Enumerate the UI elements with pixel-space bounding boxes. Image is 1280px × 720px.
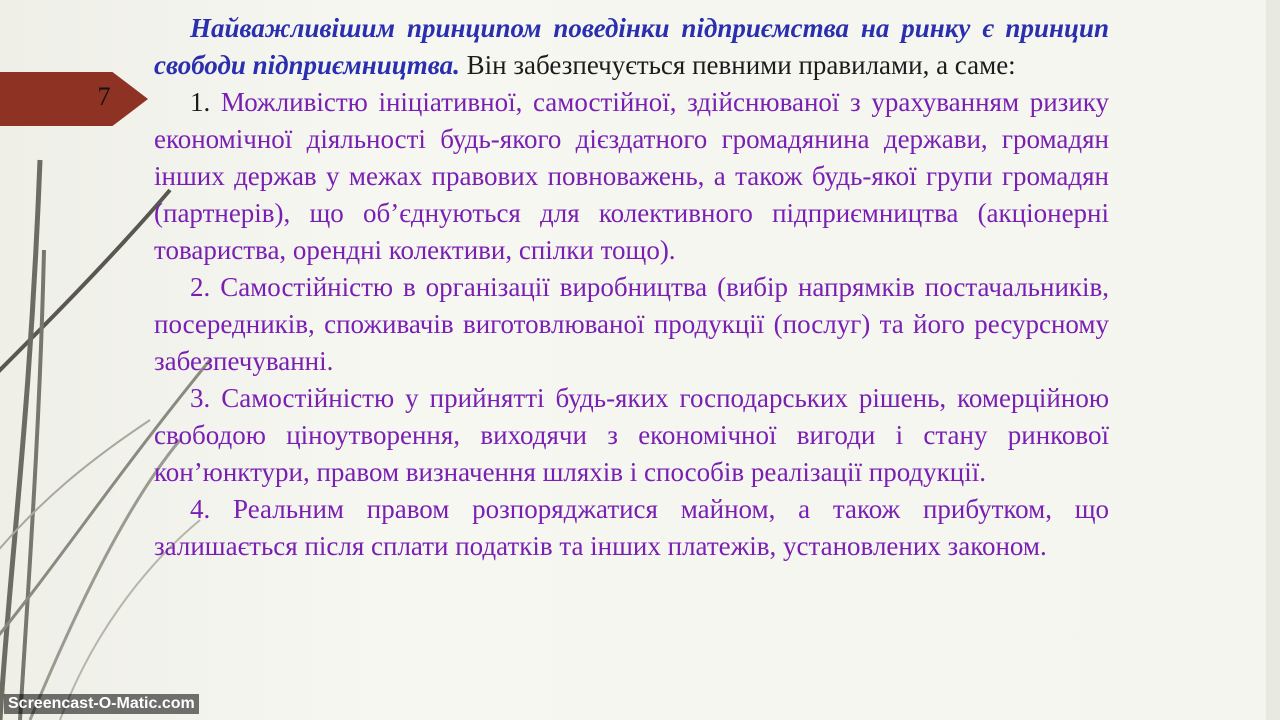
- list-item-text: Самостійністю у прийнятті будь-яких господарських рішень, комерційною свободою ціноутворення, виходячи з економічної вигоди і стану ринкової кон’юнктури, правом визначення шляхів і способів реалізації продукції.: [154, 383, 1110, 487]
- list-item-text: Реальним правом розпоряджатися майном, а також прибутком, що залишається після сплати податків та інших платежів, установлених законом.: [154, 494, 1109, 561]
- list-item-number: 3.: [190, 383, 211, 413]
- list-item: [154, 380, 1109, 491]
- slide-content: [154, 10, 1109, 565]
- list-item-text: Самостійністю в організації виробництва (вибір напрямків постачальників, посередників, споживачів виготовлюваної продукції (послуг) та його ресурсному забезпечуванні.: [154, 272, 1110, 376]
- intro-paragraph: [154, 10, 1109, 84]
- list-item: [154, 269, 1109, 380]
- intro-rest: Він забезпечується певними правилами, а саме:: [459, 50, 1016, 80]
- list-item-number: 1.: [190, 87, 211, 117]
- intro-emphasis: Найважливішим принципом поведінки підприємства на ринку є принцип свободи підприємництва.: [154, 13, 1109, 80]
- list-item: [154, 491, 1109, 565]
- right-accent-bar: [1266, 0, 1280, 720]
- list-item-number: 4.: [190, 494, 211, 524]
- slide-number: 7: [97, 82, 111, 111]
- list-item: [154, 84, 1109, 269]
- watermark: Screencast-O-Matic.com: [4, 694, 199, 714]
- list-item-text: Можливістю ініціативної, самостійної, здійснюваної з урахуванням ризику економічної діяльності будь-якого дієздатного громадянина держави, громадян інших держав у межах правових повноважень, а також будь-якої групи громадян (партнерів), що об’єднуються для колективного підприємництва (акціонерні товариства, орендні колективи, спілки тощо).: [154, 87, 1109, 265]
- list-item-number: 2.: [190, 272, 211, 302]
